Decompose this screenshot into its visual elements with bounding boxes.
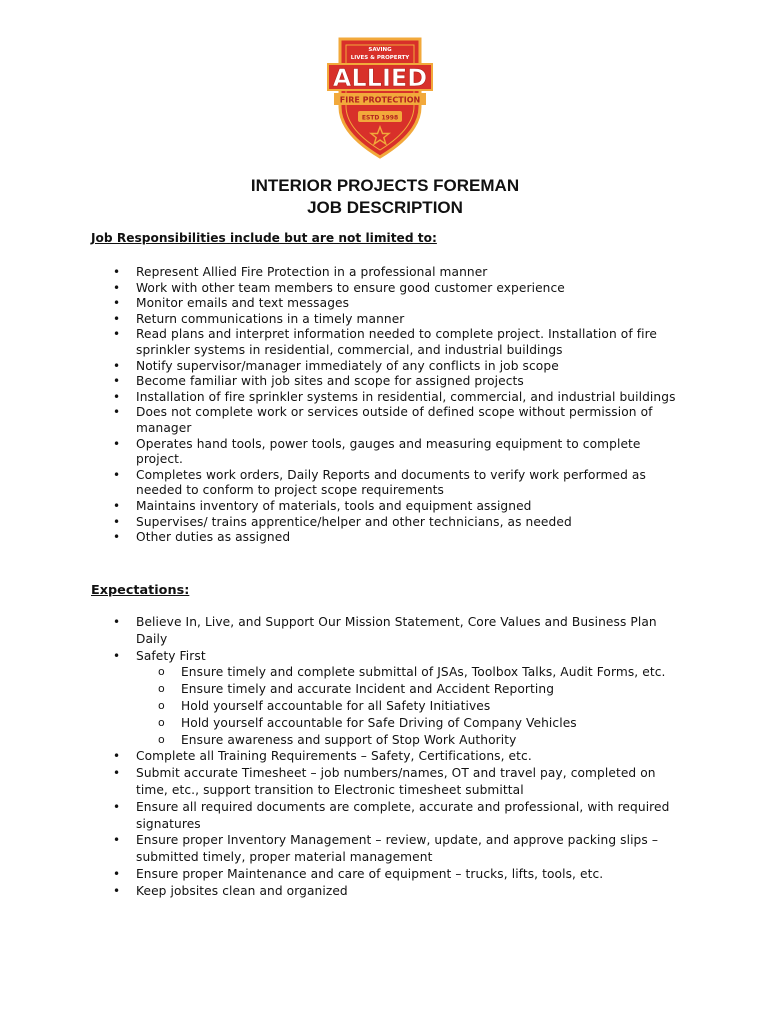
list-item: • Work with other team members to ensure good customer experience — [113, 280, 565, 295]
safety-sublist — [136, 664, 676, 748]
circle-bullet-icon: o — [158, 682, 165, 696]
list-item: • Keep jobsites clean and organized — [113, 883, 348, 898]
bullet-icon: • — [113, 833, 121, 848]
sub-list-item: o Ensure timely and accurate Incident and Accident Reporting — [158, 682, 555, 697]
bullet-icon: • — [113, 327, 121, 342]
bullet-icon: • — [113, 296, 121, 311]
list-item: • Read plans and interpret information needed to complete project. Installation of fire sprinkler systems in residential, commercial, and industrial buildings — [113, 327, 658, 357]
circle-bullet-icon: o — [158, 732, 165, 746]
responsibilities-heading: Job Responsibilities include but are not limited to: — [91, 231, 437, 245]
logo-tagline-top: SAVING — [368, 47, 392, 53]
list-item: • Believe In, Live, and Support Our Mission Statement, Core Values and Business Plan Daily — [113, 615, 657, 646]
list-item: • Complete all Training Requirements – Safety, Certifications, etc. — [113, 749, 532, 764]
list-item: • Represent Allied Fire Protection in a professional manner — [113, 265, 488, 279]
document-title: INTERIOR PROJECTS FOREMAN — [250, 176, 520, 195]
bullet-icon: • — [113, 883, 121, 898]
list-item: • Notify supervisor/manager immediately of any conflicts in job scope — [113, 358, 559, 373]
bullet-icon: • — [113, 866, 121, 881]
list-item: • Ensure proper Maintenance and care of equipment – trucks, lifts, tools, etc. — [113, 866, 604, 881]
bullet-icon: • — [113, 467, 121, 482]
allied-fire-protection-logo — [326, 33, 434, 161]
logo-name: ALLIED — [332, 64, 428, 92]
sub-list-item: o Ensure timely and complete submittal of JSAs, Toolbox Talks, Audit Forms, etc. — [158, 665, 666, 680]
bullet-icon: • — [113, 436, 121, 451]
bullet-icon: • — [113, 265, 121, 279]
bullet-icon: • — [113, 358, 121, 373]
bullet-icon: • — [113, 389, 121, 404]
list-item: • Supervises/ trains apprentice/helper and other technicians, as needed — [113, 514, 572, 529]
list-item: • Installation of fire sprinkler systems in residential, commercial, and industrial buildings — [113, 389, 676, 404]
logo-established: ESTD 1998 — [361, 114, 399, 122]
bullet-icon: • — [113, 514, 121, 529]
expectations-list — [0, 614, 676, 900]
bullet-icon: • — [113, 374, 121, 389]
bullet-icon: • — [113, 615, 121, 629]
list-item: • Maintains inventory of materials, tools and equipment assigned — [113, 498, 532, 513]
bullet-icon: • — [113, 530, 121, 545]
list-item: • Operates hand tools, power tools, gauges and measuring equipment to complete project. — [113, 436, 641, 467]
document-subtitle: JOB DESCRIPTION — [307, 198, 463, 217]
list-item: • Completes work orders, Daily Reports and documents to verify work performed as needed to conform to project scope requirements — [113, 467, 646, 498]
circle-bullet-icon: o — [158, 698, 165, 712]
list-item: • Submit accurate Timesheet – job numbers/names, OT and travel pay, completed on time, etc., support transition to Electronic timesheet submittal — [113, 766, 656, 797]
list-item: • Ensure all required documents are complete, accurate and professional, with required signatures — [113, 799, 670, 831]
responsibilities-list — [0, 265, 676, 546]
expectations-heading: Expectations: — [91, 583, 190, 598]
list-item: • Other duties as assigned — [113, 530, 291, 545]
bullet-icon: • — [113, 498, 121, 513]
logo-subname: FIRE PROTECTION — [339, 95, 421, 105]
sub-list-item: o Hold yourself accountable for Safe Driving of Company Vehicles — [158, 715, 577, 730]
sub-list-item: o Hold yourself accountable for all Safety Initiatives — [158, 698, 491, 713]
list-item: • Become familiar with job sites and scope for assigned projects — [113, 374, 524, 389]
list-item: • Return communications in a timely manner — [113, 311, 405, 326]
list-item: • Does not complete work or services outside of defined scope without permission of manager — [113, 405, 653, 435]
bullet-icon: • — [113, 405, 121, 420]
circle-bullet-icon: o — [158, 665, 165, 679]
list-item: • Monitor emails and text messages — [113, 296, 350, 311]
list-item: • Safety First o Ensure timely and complete submittal of JSAs, Toolbox Talks, Audit Forms, etc. o Ensure timely and accurate Incident and Accident Reporting o Hold yourself accountable for all Safety Initiatives o Hold yourself accountable for Safe Driving of Company Vehicles o Ensure awareness and support of Stop Work Authority — [0, 648, 676, 749]
sub-list-item: o Ensure awareness and support of Stop Work Authority — [158, 732, 517, 747]
bullet-icon: • — [113, 799, 121, 814]
bullet-icon: • — [113, 648, 121, 663]
bullet-icon: • — [113, 311, 121, 326]
bullet-icon: • — [113, 749, 121, 764]
list-item: • Ensure proper Inventory Management – review, update, and approve packing slips – submitted timely, proper material management — [113, 833, 659, 865]
bullet-icon: • — [113, 766, 121, 781]
circle-bullet-icon: o — [158, 715, 165, 729]
logo-tagline-bottom: LIVES & PROPERTY — [350, 55, 410, 61]
bullet-icon: • — [113, 280, 121, 295]
